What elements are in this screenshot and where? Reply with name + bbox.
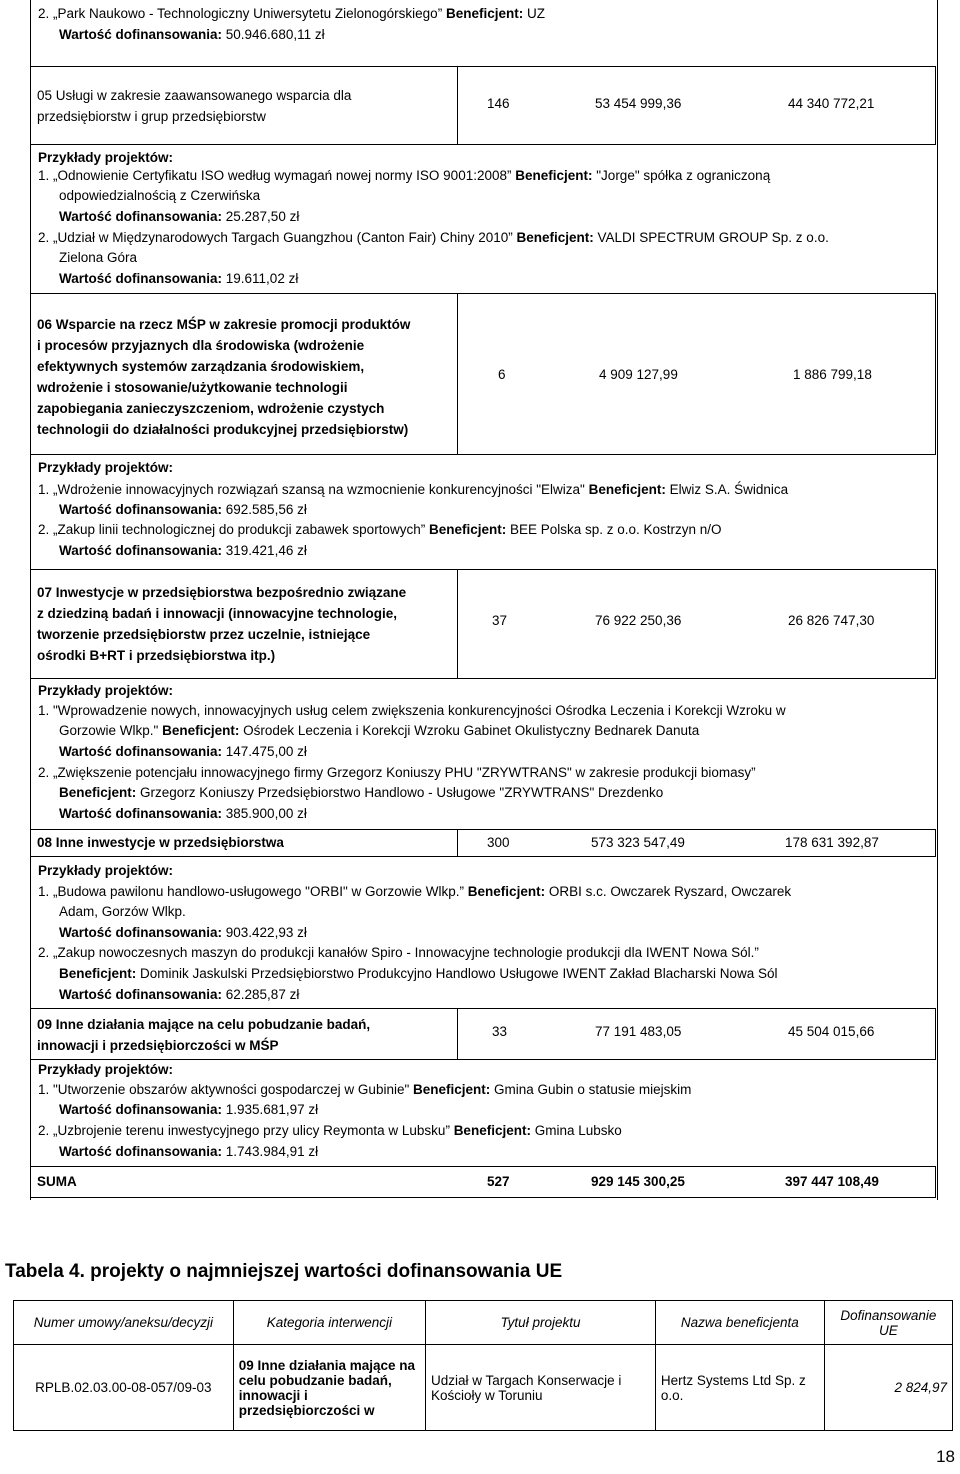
cell-title: Udział w Targach Konserwacje i Kościoły w Toruniu [426, 1345, 656, 1431]
category-row-09 [30, 1008, 936, 1060]
category-label: 06 Wsparcie na rzecz MŚP w zakresie promocji produktów i procesów przyjaznych dla środowiska (wdrożenie efektywnych systemów zarządzania środowiskiem, wdrożenie i stosowanie/użytkowanie technologii zapobiegania zanieczyszczeniom, wdrożenie czystych technologii do działalności produkcyjnej przedsiębiorstw) [37, 317, 411, 437]
project-item: 2. „Udział w Międzynarodowych Targach Guangzhou (Canton Fair) Chiny 2010” Beneficjent: VALDI SPECTRUM GROUP Sp. z o.o. [38, 230, 829, 245]
total-value: 4 909 127,99 [599, 367, 678, 382]
project-item: 2. „Uzbrojenie terenu inwestycyjnego przy ulicy Reymonta w Lubsku” Beneficjent: Gmina Lubsko [38, 1123, 622, 1138]
column-divider [457, 830, 458, 856]
column-divider [457, 294, 458, 454]
examples-heading: Przykłady projektów: [38, 683, 174, 698]
funding-value: Wartość dofinansowania: 1.935.681,97 zł [59, 1102, 319, 1117]
sum-ue: 397 447 108,49 [785, 1174, 879, 1189]
ue-value: 1 886 799,18 [793, 367, 872, 382]
project-item-cont: odpowiedzialnością z Czerwińska [59, 188, 261, 203]
header-amount: Dofinansowanie UE [824, 1301, 952, 1345]
category-label: 07 Inwestycje w przedsiębiorstwa bezpośrednio związane z dziedziną badań i innowacji (innowacyjne technologie, tworzenie przedsiębiorstw przez uczelnie, istniejące ośrodki B+RT i przedsiębiorstwa itp.) [37, 585, 407, 663]
category-label: 09 Inne działania mające na celu pobudzanie badań, innowacji i przedsiębiorczości w MŚP [37, 1017, 371, 1053]
ue-value: 178 631 392,87 [785, 835, 879, 850]
project-item: 1. „Budowa pawilonu handlowo-usługowego "ORBI" w Gorzowie Wlkp.” Beneficjent: ORBI s.c. Owczarek Ryszard, Owczarek [38, 884, 792, 899]
project-count: 146 [487, 96, 510, 111]
total-value: 573 323 547,49 [591, 835, 685, 850]
funding-value: Wartość dofinansowania: 385.900,00 zł [59, 806, 307, 821]
ue-value: 44 340 772,21 [788, 96, 875, 111]
project-item-cont: Zielona Góra [59, 250, 138, 265]
table-header-row [14, 1301, 953, 1345]
project-item: 1. "Utworzenie obszarów aktywności gospodarczej w Gubinie" Beneficjent: Gmina Gubin o statusie miejskim [38, 1082, 692, 1097]
table-row [14, 1345, 953, 1431]
project-count: 37 [492, 613, 508, 628]
sum-total: 929 145 300,25 [591, 1174, 685, 1189]
project-item: 1. "Wprowadzenie nowych, innowacyjnych usług celem zwiększenia konkurencyjności Ośrodka Leczenia i Korekcji Wzroku w [38, 703, 786, 718]
project-item: 2. „Zwiększenie potencjału innowacyjnego firmy Grzegorz Koniuszy PHU "ZRYWTRANS" w zakresie produkcji biomasy” [38, 765, 756, 780]
project-item: 1. „Odnowienie Certyfikatu ISO według wymagań nowej normy ISO 9001:2008” Beneficjent: "Jorge" spółka z ograniczoną [38, 168, 771, 183]
category-row-06 [30, 293, 936, 455]
category-label: 08 Inne inwestycje w przedsiębiorstwa [37, 835, 284, 850]
ue-value: 45 504 015,66 [788, 1024, 875, 1039]
funding-value: Wartość dofinansowania: 19.611,02 zł [59, 271, 299, 286]
project-item-cont: Beneficjent: Grzegorz Koniuszy Przedsiębiorstwo Handlowo - Usługowe "ZRYWTRANS" Drezdenko [59, 785, 664, 800]
table-caption: Tabela 4. projekty o najmniejszej wartości dofinansowania UE [5, 1261, 563, 1282]
cell-amount: 2 824,97 [824, 1345, 952, 1431]
category-label: 05 Usługi w zakresie zaawansowanego wsparcia dla przedsiębiorstw i grup przedsiębiorstw [37, 88, 352, 124]
project-item-cont: Beneficjent: Dominik Jaskulski Przedsiębiorstwo Produkcyjno Handlowo Usługowe IWENT Zakład Blacharski Nowa Sól [59, 966, 778, 981]
category-row-07 [30, 569, 936, 679]
funding-value: Wartość dofinansowania: 319.421,46 zł [59, 543, 307, 558]
funding-value: Wartość dofinansowania: 147.475,00 zł [59, 744, 307, 759]
cell-beneficiary: Hertz Systems Ltd Sp. z o.o. [655, 1345, 824, 1431]
project-count: 6 [498, 367, 506, 382]
column-divider [457, 1009, 458, 1059]
project-count: 300 [487, 835, 510, 850]
total-value: 77 191 483,05 [595, 1024, 682, 1039]
examples-heading: Przykłady projektów: [38, 863, 174, 878]
funding-value: Wartość dofinansowania: 903.422,93 zł [59, 925, 307, 940]
header-category: Kategoria interwencji [233, 1301, 425, 1345]
examples-heading: Przykłady projektów: [38, 150, 174, 165]
category-row-08 [30, 829, 936, 857]
project-item: 2. „Zakup nowoczesnych maszyn do produkcji kanałów Spiro - Innowacyjne technologie produkcji dla IWENT Nowa Sól.” [38, 945, 759, 960]
funding-value: Wartość dofinansowania: 25.287,50 zł [59, 209, 300, 224]
project-count: 33 [492, 1024, 508, 1039]
category-row-05 [30, 66, 936, 145]
sum-row [30, 1166, 936, 1198]
header-title: Tytuł projektu [426, 1301, 656, 1345]
project-item: 2. „Zakup linii technologicznej do produkcji zabawek sportowych” Beneficjent: BEE Polska sp. z o.o. Kostrzyn n/O [38, 522, 722, 537]
table-4 [13, 1300, 953, 1431]
cell-number: RPLB.02.03.00-08-057/09-03 [14, 1345, 234, 1431]
examples-heading: Przykłady projektów: [38, 460, 174, 475]
project-item-cont: Adam, Gorzów Wlkp. [59, 904, 186, 919]
cell-category: 09 Inne działania mające na celu pobudzanie badań, innowacji i przedsiębiorczości w [233, 1345, 425, 1431]
project-item-cont: Gorzowie Wlkp." Beneficjent: Ośrodek Leczenia i Korekcji Wzroku Gabinet Okulistyczny Bednarek Danuta [59, 723, 700, 738]
total-value: 53 454 999,36 [595, 96, 682, 111]
page-number: 18 [936, 1447, 955, 1466]
column-divider [457, 570, 458, 678]
ue-value: 26 826 747,30 [788, 613, 875, 628]
funding-value: Wartość dofinansowania: 692.585,56 zł [59, 502, 307, 517]
examples-heading: Przykłady projektów: [38, 1062, 174, 1077]
funding-value: Wartość dofinansowania: 1.743.984,91 zł [59, 1144, 319, 1159]
header-number: Numer umowy/aneksu/decyzji [14, 1301, 234, 1345]
project-item: 2. „Park Naukowo - Technologiczny Uniwersytetu Zielonogórskiego” Beneficjent: UZ [38, 6, 545, 21]
funding-value: Wartość dofinansowania: 62.285,87 zł [59, 987, 300, 1002]
total-value: 76 922 250,36 [595, 613, 682, 628]
project-item: 1. „Wdrożenie innowacyjnych rozwiązań szansą na wzmocnienie konkurencyjności "Elwiza" Beneficjent: Elwiz S.A. Świdnica [38, 482, 789, 497]
header-beneficiary: Nazwa beneficjenta [655, 1301, 824, 1345]
sum-label: SUMA [37, 1174, 77, 1189]
sum-count: 527 [487, 1174, 510, 1189]
column-divider [457, 67, 458, 144]
funding-value: Wartość dofinansowania: 50.946.680,11 zł [59, 27, 325, 42]
